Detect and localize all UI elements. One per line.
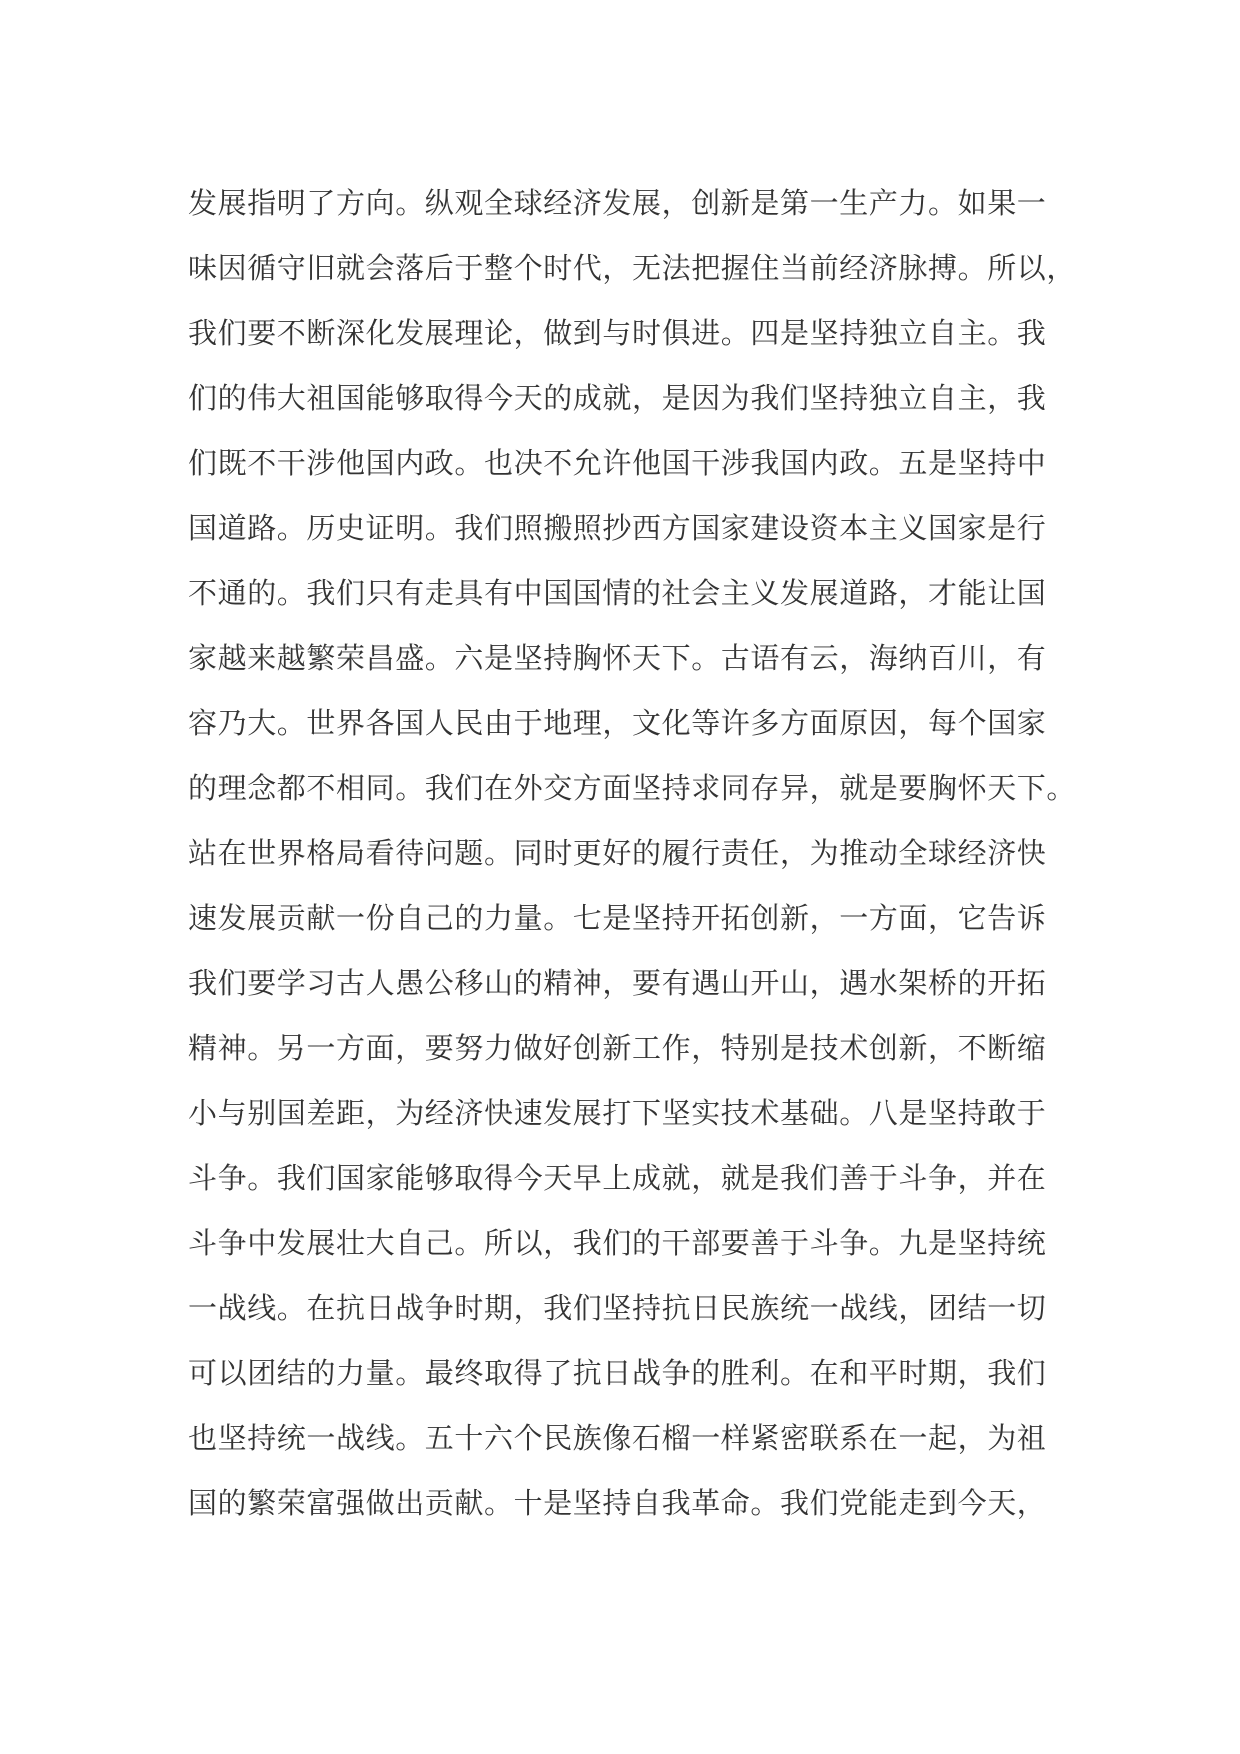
text-line: 斗争中发展壮大自己。所以，我们的干部要善于斗争。九是坚持统: [188, 1226, 1047, 1260]
text-line: 斗争。我们国家能够取得今天早上成就，就是我们善于斗争，并在: [188, 1161, 1047, 1195]
text-line: 速发展贡献一份自己的力量。七是坚持开拓创新，一方面，它告诉: [188, 901, 1047, 935]
text-line: 们既不干涉他国内政。也决不允许他国干涉我国内政。五是坚持中: [188, 446, 1047, 480]
text-line: 不通的。我们只有走具有中国国情的社会主义发展道路，才能让国: [188, 576, 1047, 610]
text-line: 家越来越繁荣昌盛。六是坚持胸怀天下。古语有云，海纳百川，有: [188, 641, 1047, 675]
body-text: [188, 171, 1077, 1536]
text-line: 味因循守旧就会落后于整个时代，无法把握住当前经济脉搏。所以，: [188, 251, 1077, 285]
text-line: 容乃大。世界各国人民由于地理，文化等许多方面原因，每个国家: [188, 706, 1047, 740]
text-line: 可以团结的力量。最终取得了抗日战争的胜利。在和平时期，我们: [188, 1356, 1047, 1390]
text-line: 站在世界格局看待问题。同时更好的履行责任，为推动全球经济快: [188, 836, 1047, 870]
text-line: 发展指明了方向。纵观全球经济发展，创新是第一生产力。如果一: [188, 186, 1047, 220]
text-line: 们的伟大祖国能够取得今天的成就，是因为我们坚持独立自主，我: [188, 381, 1047, 415]
text-line: 一战线。在抗日战争时期，我们坚持抗日民族统一战线，团结一切: [188, 1291, 1047, 1325]
text-line: 也坚持统一战线。五十六个民族像石榴一样紧密联系在一起，为祖: [188, 1421, 1047, 1455]
text-line: 国道路。历史证明。我们照搬照抄西方国家建设资本主义国家是行: [188, 511, 1047, 545]
text-line: 的理念都不相同。我们在外交方面坚持求同存异，就是要胸怀天下。: [188, 771, 1077, 805]
text-line: 我们要学习古人愚公移山的精神，要有遇山开山，遇水架桥的开拓: [188, 966, 1047, 1000]
text-line: 我们要不断深化发展理论，做到与时俱进。四是坚持独立自主。我: [188, 316, 1047, 350]
text-line: 小与别国差距，为经济快速发展打下坚实技术基础。八是坚持敢于: [188, 1096, 1047, 1130]
text-line: 精神。另一方面，要努力做好创新工作，特别是技术创新，不断缩: [188, 1031, 1047, 1065]
text-line: 国的繁荣富强做出贡献。十是坚持自我革命。我们党能走到今天，: [188, 1486, 1047, 1520]
